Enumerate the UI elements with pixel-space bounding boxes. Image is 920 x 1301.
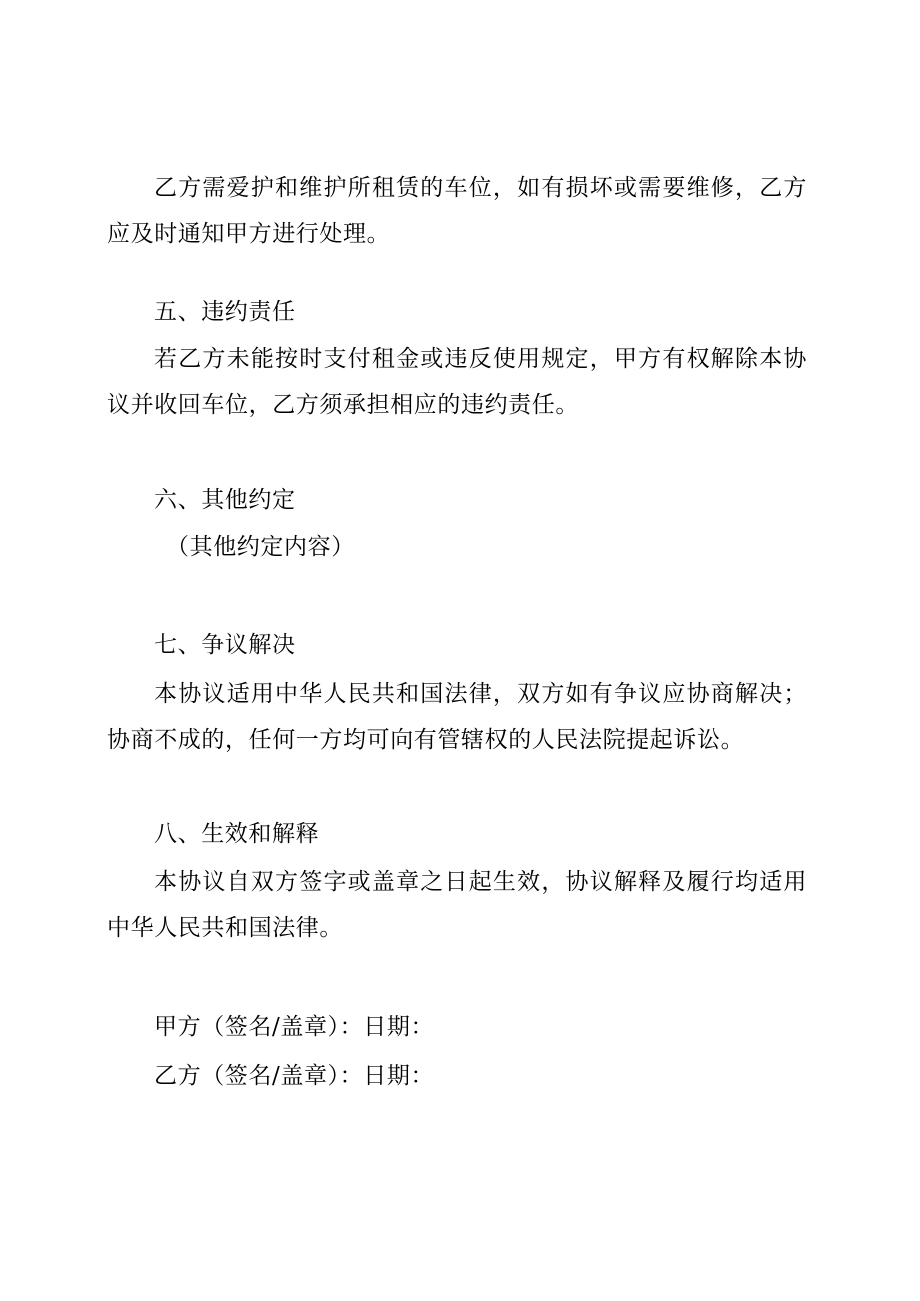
section5-body: 若乙方未能按时支付租金或违反使用规定，甲方有权解除本协议并收回车位，乙方须承担相应的违约责任。 (107, 346, 807, 418)
party-a-signature-line: 甲方（签名/盖章）：日期： (154, 1014, 435, 1040)
party-b-signature-line: 乙方（签名/盖章）：日期： (154, 1063, 435, 1089)
section6-heading: 六、其他约定 (154, 487, 296, 513)
section7-body: 本协议适用中华人民共和国法律，双方如有争议应协商解决；协商不成的，任何一方均可向有管辖权的人民法院提起诉讼。 (107, 681, 807, 753)
section6-body: （其他约定内容） (166, 534, 355, 560)
section8-heading: 八、生效和解释 (154, 821, 320, 847)
section4-tail-paragraph: 乙方需爱护和维护所租赁的车位，如有损坏或需要维修，乙方应及时通知甲方进行处理。 (107, 175, 807, 247)
section7-heading: 七、争议解决 (154, 632, 296, 658)
section8-body: 本协议自双方签字或盖章之日起生效，协议解释及履行均适用中华人民共和国法律。 (107, 869, 807, 941)
section5-heading: 五、违约责任 (154, 299, 296, 325)
